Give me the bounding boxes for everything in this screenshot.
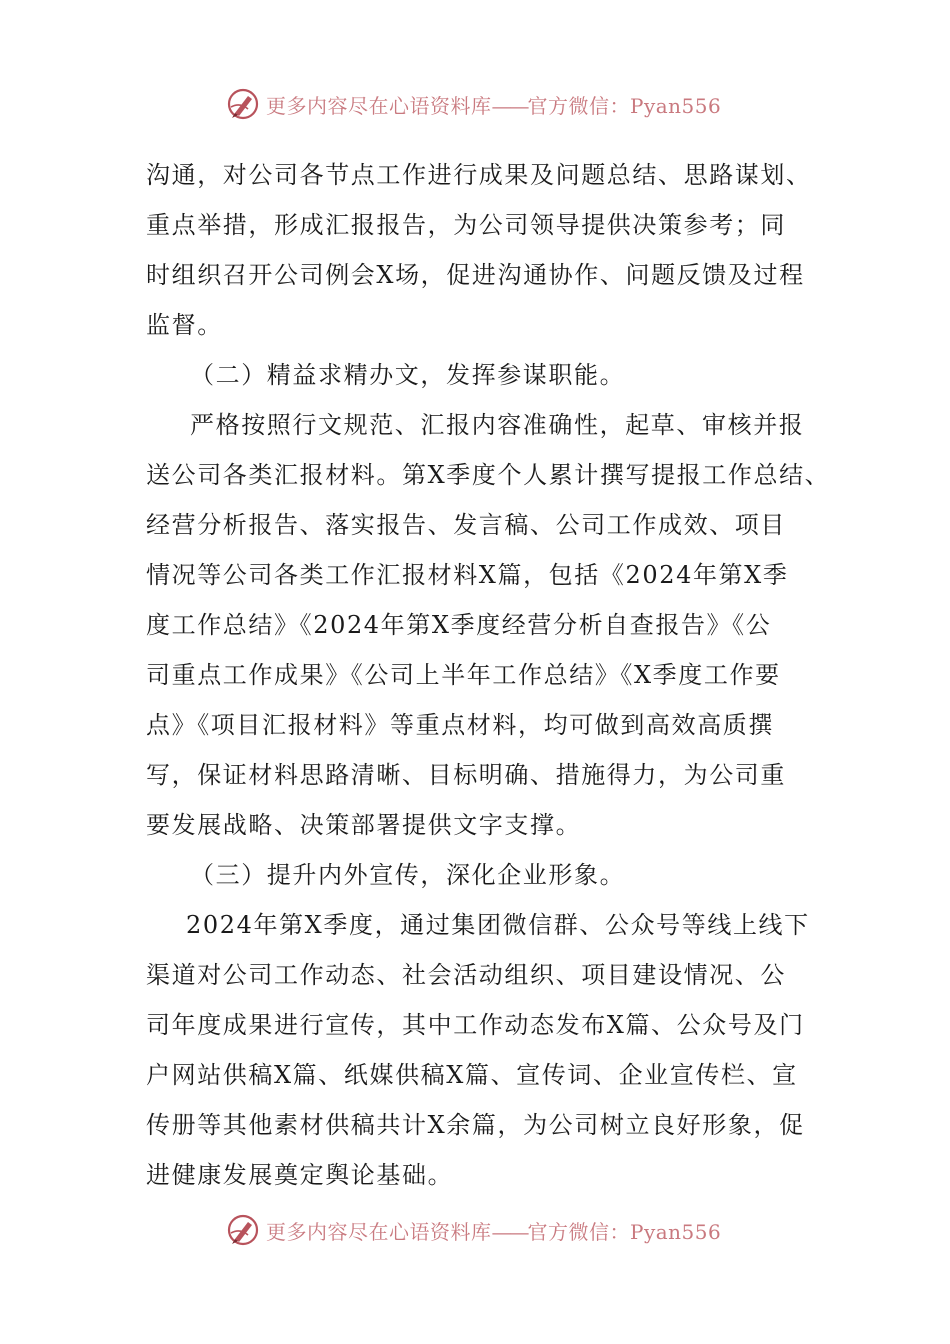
body-line: 监督。 — [146, 311, 223, 339]
body-line: 重点举措，形成汇报报告，为公司领导提供决策参考；同 — [146, 211, 786, 239]
body-line: 渠道对公司工作动态、社会活动组织、项目建设情况、公 — [146, 961, 786, 989]
body-line: 传册等其他素材供稿共计X余篇，为公司树立良好形象，促 — [146, 1111, 805, 1139]
pen-nib-icon — [226, 87, 260, 121]
body-line: 写，保证材料思路清晰、目标明确、措施得力，为公司重 — [146, 761, 786, 789]
body-line: 户网站供稿X篇、纸媒供稿X篇、宣传词、企业宣传栏、宣 — [146, 1061, 798, 1089]
body-line: 送公司各类汇报材料。第X季度个人累计撰写提报工作总结、 — [146, 461, 831, 489]
body-line: 2024年第X季度，通过集团微信群、公众号等线上线下 — [186, 911, 810, 939]
body-line: 度工作总结》《2024年第X季度经营分析自查报告》《公 — [146, 611, 772, 639]
watermark-text: 更多内容尽在心语资料库——官方微信：Pyan556 — [266, 1219, 722, 1244]
body-line: 经营分析报告、落实报告、发言稿、公司工作成效、项目 — [146, 511, 786, 539]
body-line: 严格按照行文规范、汇报内容准确性，起草、审核并报 — [190, 411, 805, 439]
watermark-banner-bottom — [226, 1212, 721, 1248]
body-line: 司重点工作成果》《公司上半年工作总结》《X季度工作要 — [146, 661, 781, 689]
watermark-banner-top — [226, 86, 721, 122]
body-line: 沟通，对公司各节点工作进行成果及问题总结、思路谋划、 — [146, 161, 812, 189]
body-line: 点》《项目汇报材料》等重点材料，均可做到高效高质撰 — [146, 711, 774, 739]
watermark-text: 更多内容尽在心语资料库——官方微信：Pyan556 — [266, 93, 722, 118]
body-line: 进健康发展奠定舆论基础。 — [146, 1161, 454, 1189]
body-line: 司年度成果进行宣传，其中工作动态发布X篇、公众号及门 — [146, 1011, 805, 1039]
body-line: 要发展战略、决策部署提供文字支撑。 — [146, 811, 582, 839]
document-body — [146, 150, 836, 1200]
body-line: 情况等公司各类工作汇报材料X篇，包括《2024年第X季 — [146, 561, 789, 589]
body-line: 时组织召开公司例会X场，促进沟通协作、问题反馈及过程 — [146, 261, 805, 289]
pen-nib-icon — [226, 1213, 260, 1247]
section-heading: （三）提升内外宣传，深化企业形象。 — [190, 861, 626, 889]
section-heading: （二）精益求精办文，发挥参谋职能。 — [190, 361, 626, 389]
